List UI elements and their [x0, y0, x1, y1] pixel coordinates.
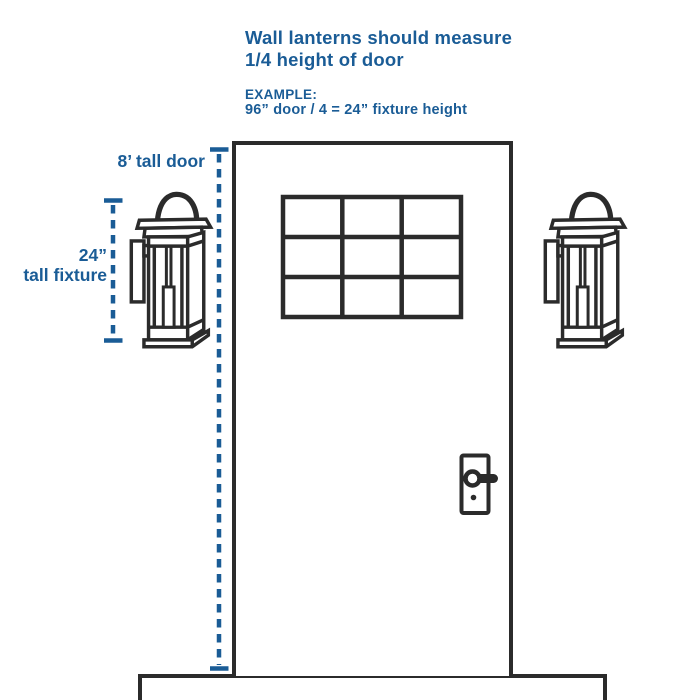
example-label: EXAMPLE: — [245, 87, 318, 102]
heading-line-2: 1/4 height of door — [245, 49, 404, 70]
door-height-measure-line — [210, 150, 229, 669]
example-block — [245, 87, 467, 119]
door-handle — [462, 456, 494, 514]
diagram-heading — [245, 27, 512, 71]
keyhole-dot — [471, 495, 477, 501]
left-wall-lantern-illustration — [131, 194, 210, 346]
fixture-height-label — [2, 245, 107, 285]
fixture-height-value: 24” — [78, 245, 107, 265]
fixture-height-unit: tall fixture — [23, 265, 107, 285]
window-frame — [283, 197, 461, 317]
handle-rose — [466, 472, 480, 486]
heading-line-1: Wall lanterns should measure — [245, 27, 513, 48]
door-window-grid — [283, 197, 461, 317]
door-height-label: 8’ tall door — [117, 151, 205, 171]
threshold-step — [140, 676, 605, 700]
example-formula: 96” door / 4 = 24” fixture height — [245, 102, 468, 118]
right-wall-lantern-illustration — [545, 194, 624, 346]
